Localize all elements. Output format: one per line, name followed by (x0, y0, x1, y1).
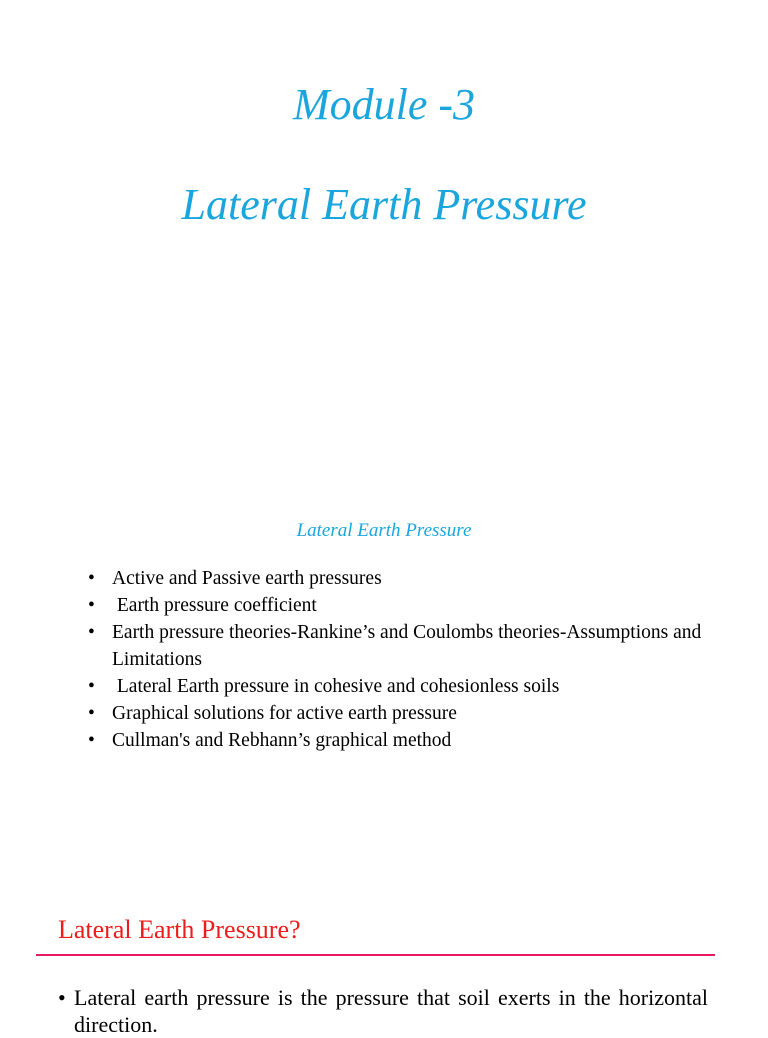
definition-text: Lateral earth pressure is the pressure that soil exerts in the horizontal direction. (74, 985, 708, 1037)
topics-heading: Lateral Earth Pressure (296, 520, 472, 541)
list-item (88, 700, 708, 727)
bullet-icon: • (88, 703, 95, 724)
list-item-text: Lateral Earth pressure in cohesive and cohesionless soils (112, 676, 560, 697)
list-item (88, 565, 708, 592)
list-item (88, 727, 708, 754)
bullet-icon: • (88, 568, 95, 589)
bullet-icon: • (58, 985, 66, 1010)
question-heading: Lateral Earth Pressure? (58, 915, 301, 944)
list-item (88, 673, 708, 700)
list-item-text: Earth pressure theories-Rankine’s and Coulombs theories-Assumptions and Limitations (112, 622, 702, 670)
list-item-text: Active and Passive earth pressures (112, 568, 382, 589)
list-item (88, 619, 708, 673)
definition-paragraph (58, 984, 708, 1038)
bullet-icon: • (88, 595, 95, 616)
list-item-text: Cullman's and Rebhann’s graphical method (112, 730, 452, 751)
module-title: Module -3 (292, 80, 476, 129)
bullet-icon: • (88, 622, 95, 643)
list-item (88, 592, 708, 619)
topics-list (88, 565, 708, 754)
bullet-icon: • (88, 730, 95, 751)
bullet-icon: • (88, 676, 95, 697)
heading-divider (36, 954, 715, 956)
list-item-text: Graphical solutions for active earth pressure (112, 703, 457, 724)
list-item-text: Earth pressure coefficient (112, 595, 317, 616)
module-subtitle: Lateral Earth Pressure (181, 180, 587, 229)
